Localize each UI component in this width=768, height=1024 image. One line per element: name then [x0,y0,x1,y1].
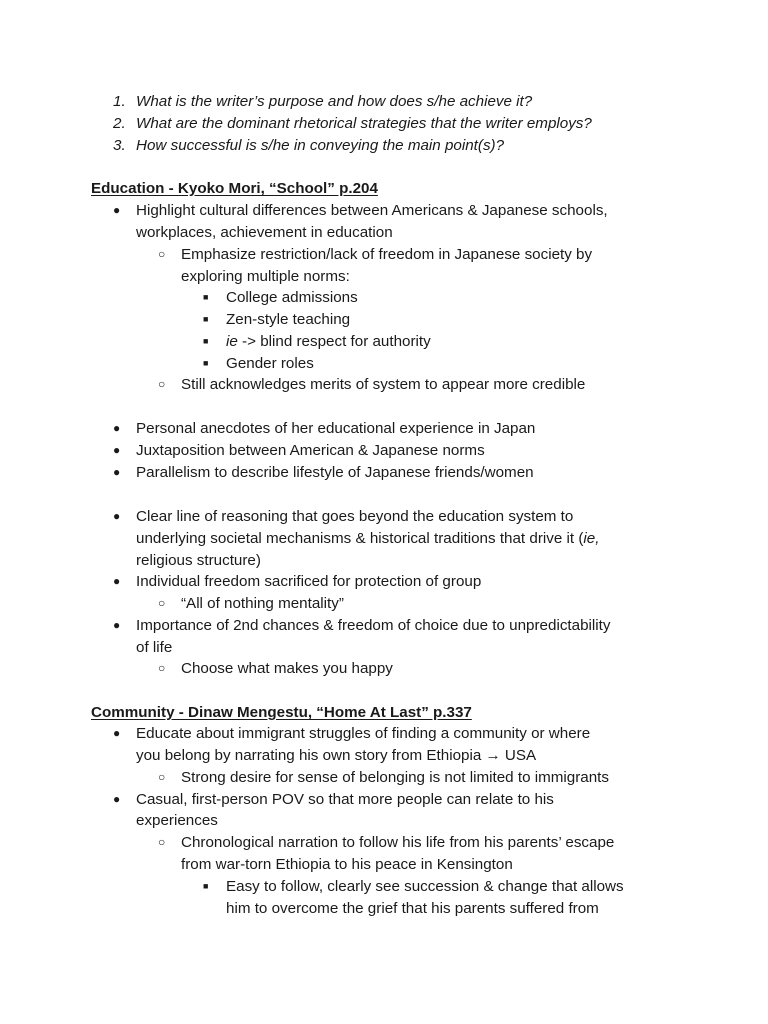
sub-bullet-text: Chronological narration to follow his life from his parents’ escape [181,834,615,851]
circle-bullet-icon: ○ [158,247,166,261]
bullet-icon: ● [113,443,121,457]
bullet-text: workplaces, achievement in education [136,224,393,241]
sub-bullet-text: Choose what makes you happy [181,660,393,677]
bullet-icon: ● [113,509,121,523]
norm-item: College admissions [226,289,358,306]
circle-bullet-icon: ○ [158,661,166,675]
circle-bullet-icon: ○ [158,770,166,784]
circle-bullet-icon: ○ [158,835,166,849]
bullet-text: Individual freedom sacrificed for protection of group [136,573,482,590]
tertiary-bullet-text: Easy to follow, clearly see succession & change that allows [226,878,624,895]
ie-description: -> blind respect for authority [237,333,431,350]
question-2: What are the dominant rhetorical strategies that the writer employs? [136,115,592,132]
square-bullet-icon: ■ [203,292,209,302]
bullet-text: you belong by narrating his own story from Ethiopia → USA [136,747,537,764]
norm-item: Zen-style teaching [226,311,351,328]
square-bullet-icon: ■ [203,336,209,346]
sub-bullet-text: “All of nothing mentality” [181,595,344,612]
bullet-icon: ● [113,792,121,806]
bullet-text: Casual, first-person POV so that more people can relate to his [136,791,554,808]
bullet-icon: ● [113,726,121,740]
square-bullet-icon: ■ [203,358,209,368]
norm-item: Gender roles [226,355,314,372]
sub-bullet-text: Emphasize restriction/lack of freedom in Japanese society by [181,246,593,263]
bullet-icon: ● [113,618,121,632]
question-1: What is the writer’s purpose and how does s/he achieve it? [136,93,533,110]
circle-bullet-icon: ○ [158,596,166,610]
sub-bullet-text: Strong desire for sense of belonging is not limited to immigrants [181,769,609,786]
bullet-text: religious structure) [136,552,261,569]
list-number: 3. [113,137,126,154]
education-heading: Education - Kyoko Mori, “School” p.204 [91,180,378,197]
bullet-text: Educate about immigrant struggles of finding a community or where [136,725,591,742]
sub-bullet-text: exploring multiple norms: [181,268,350,285]
list-number: 2. [113,115,126,132]
list-number: 1. [113,93,126,110]
bullet-icon: ● [113,574,121,588]
sub-bullet-text: Still acknowledges merits of system to appear more credible [181,376,586,393]
bullet-text: Parallelism to describe lifestyle of Japanese friends/women [136,464,534,481]
community-heading: Community - Dinaw Mengestu, “Home At Last” p.337 [91,704,472,721]
square-bullet-icon: ■ [203,881,209,891]
bullet-icon: ● [113,421,121,435]
bullet-icon: ● [113,203,121,217]
bullet-text: Highlight cultural differences between Americans & Japanese schools, [136,202,608,219]
bullet-text: Juxtaposition between American & Japanese norms [136,442,485,459]
bullet-text: of life [136,639,173,656]
tertiary-bullet-text: him to overcome the grief that his parents suffered from [226,900,599,917]
square-bullet-icon: ■ [203,314,209,324]
bullet-icon: ● [113,465,121,479]
bullet-text: Clear line of reasoning that goes beyond the education system to [136,508,574,525]
circle-bullet-icon: ○ [158,377,166,391]
bullet-text [136,528,599,549]
sub-bullet-text: from war-torn Ethiopia to his peace in Kensington [181,856,513,873]
reasoning-text: underlying societal mechanisms & historical traditions that drive it ( [136,530,584,547]
ie-term: ie, [583,530,600,547]
norm-item [226,331,431,352]
bullet-text: experiences [136,812,218,829]
bullet-text: Personal anecdotes of her educational experience in Japan [136,420,536,437]
ie-term: ie [226,333,238,350]
bullet-text: Importance of 2nd chances & freedom of choice due to unpredictability [136,617,611,634]
question-3: How successful is s/he in conveying the main point(s)? [136,137,505,154]
